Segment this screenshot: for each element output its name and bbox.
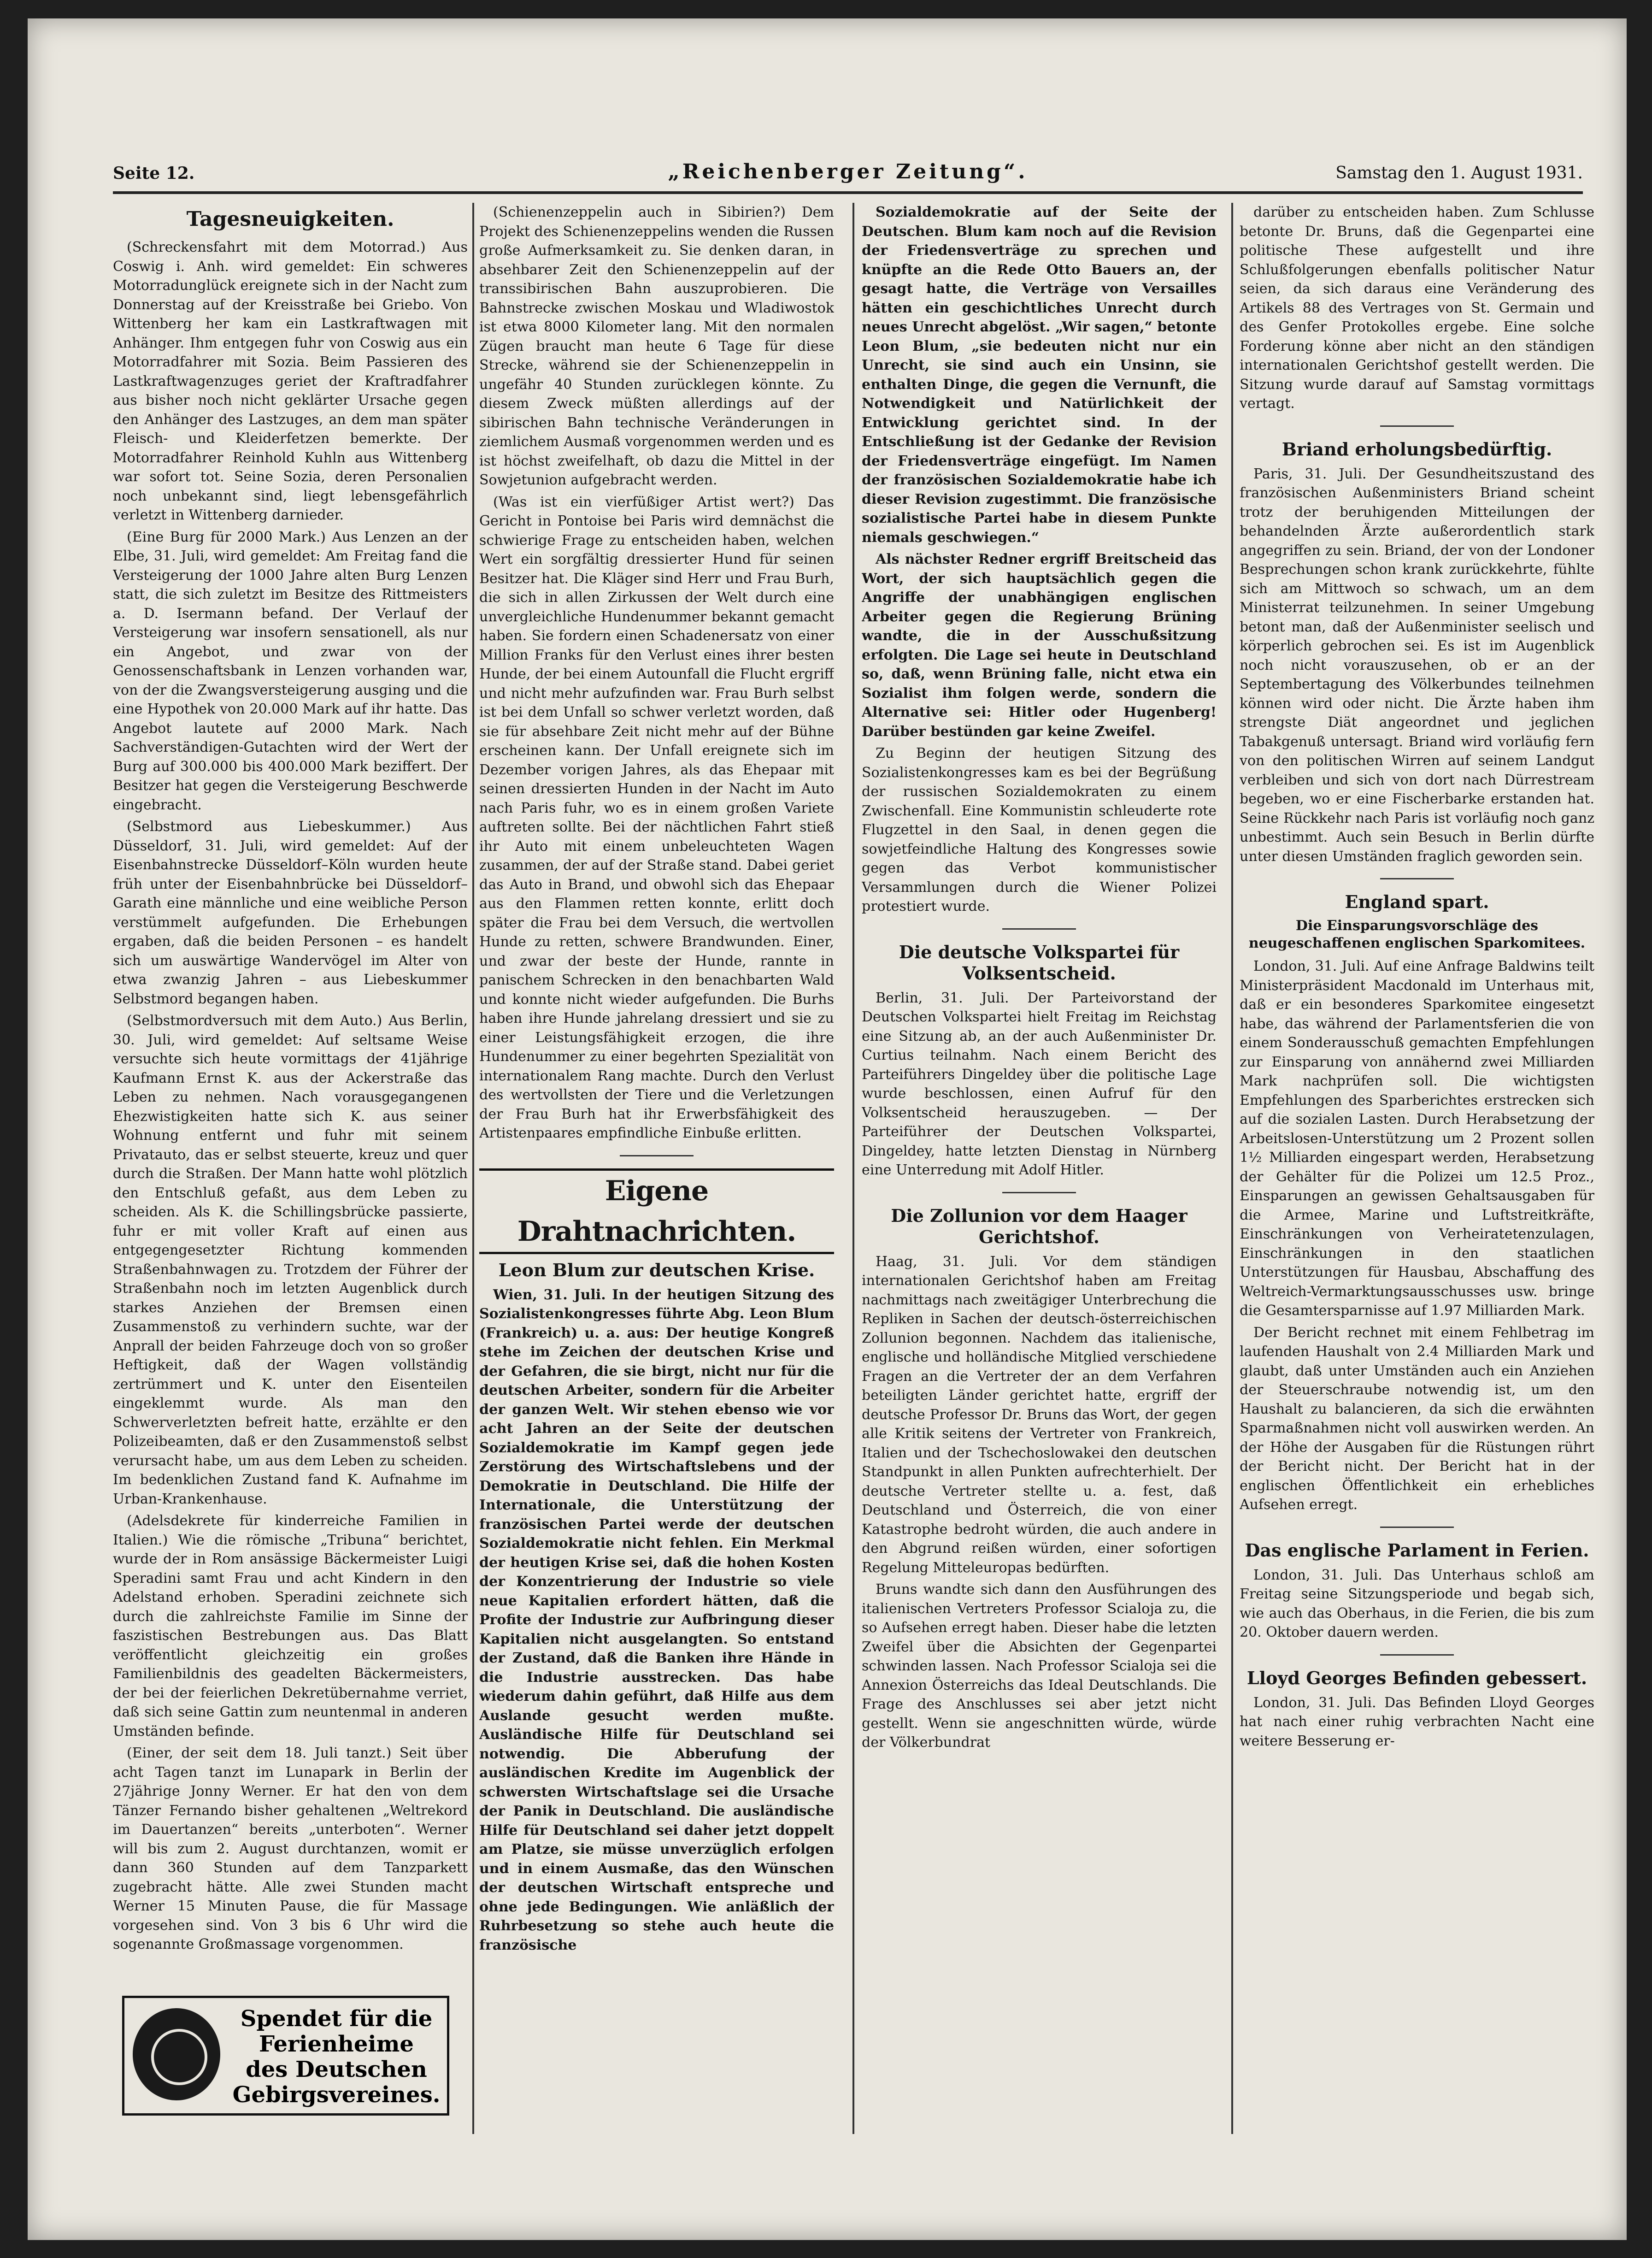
article-text: Wien, 31. Juli. In der heutigen Sitzung des Sozialistenkongresses führte Abg. Leon Blum (Frankreich) u. a. aus: Der heutige Kongreß stehe im Zeichen der deutschen Krise und der Gefahren, die sie birgt, nicht nur für die deutschen Arbeiter, sondern für die Arbeiter der ganzen Welt. Wir stehen ebenso wie vor acht Jahren an der Seite der deutschen Sozialdemokratie im Kampf gegen jede Zerstörung des Wirtschaftslebens und der Demokratie in Deutschland. Die Hilfe der Internationale, die Unterstützung der französischen Partei werde der deutschen Sozialdemokratie nicht fehlen. Ein Merkmal der heutigen Krise sei, daß die hohen Kosten der Konzentrierung der Industrie so viele neue Kapitalien erfordert hätten, daß die Profite der Industrie zur Aufbringung dieser Kapitalien nicht ausgelangten. So entstand der Zustand, daß die Banken ihre Hände in die Industrie ausstrecken. Das habe wiederum dahin geführt, daß Hilfe aus dem Auslande gesucht werden mußte. Ausländische Hilfe für Deutschland sei notwendig. Die Abberufung der ausländischen Kredite im Augenblick der schwersten Wirtschaftslage sei die Ursache der Panik in Deutschland. Die ausländische Hilfe für Deutschland sei daher jetzt doppelt am Platze, sie müsse unverzüglich erfolgen und in einem Ausmaße, das den Wünschen der deutschen Wirtschaft entspreche und ohne jede Bedingungen. Wie anläßlich der Ruhrbesetzung so stehe auch heute die französische bbox=[479, 1286, 834, 1953]
separator bbox=[1380, 425, 1454, 427]
article-text: Paris, 31. Juli. Der Gesundheitszustand des französischen Außenministers Briand scheint trotz der beruhigenden Mitteilungen der behandelnden Ärzte außerordentlich stark angegriffen zu sein. Briand, der von der Londoner Besprechungen schon krank zurückkehrte, fühlte sich am Mittwoch so schwach, um an dem Ministerrat teilzunehmen. In seiner Umgebung betont man, daß der Außenminister seelisch und körperlich gebrochen sei. Es ist im Augenblick noch nicht vorauszusehen, ob er an der Septembertagung des Völkerbundes teilnehmen können wird oder nicht. Die Ärzte haben ihm strengste Diät angeordnet und jeglichen Tabakgenuß untersagt. Briand wird vorläufig fern von den politischen Wirren auf seinem Landgut verbleiben und sich von dort nach Dürrestream begeben, wo er eine Fischerbarke erstanden hat. Seine Rückkehr nach Paris ist vorläufig noch ganz unbestimmt. Auch sein Besuch in Berlin dürfte unter diesen Umständen fraglich geworden sein. bbox=[1240, 466, 1594, 865]
article-text: London, 31. Juli. Das Unterhaus schloß am Freitag seine Sitzungsperiode und begab sich, wie auch das Oberhaus, in die Ferien, die bis zum 20. Oktober dauern werden. bbox=[1240, 1567, 1594, 1640]
advertisement bbox=[122, 1996, 449, 2116]
article-text: Bruns wandte sich dann den Ausführungen des italienischen Vertreters Professor Scialoja zu, die so Aufsehen erregt haben. Dieser habe die letzten Zweifel über die Absichten der Gegenpartei schwinden lassen. Nach Professor Scialoja sei die Annexion Österreichs das Ideal Deutschlands. Die Frage des Anschlusses sei aber jetzt nicht gestellt. Wenn sie angeschnitten würde, würde der Völkerbundrat bbox=[862, 1581, 1217, 1751]
separator bbox=[1002, 1192, 1076, 1193]
issue-date: Samstag den 1. August 1931. bbox=[1335, 164, 1583, 183]
page-number: Seite 12. bbox=[113, 164, 195, 183]
separator bbox=[1002, 928, 1076, 930]
separator bbox=[620, 1155, 694, 1156]
article-heading: Leon Blum zur deutschen Krise. bbox=[498, 1259, 815, 1280]
article-text: Als nächster Redner ergriff Breitscheid das Wort, der sich hauptsächlich gegen die Angriffe der unabhängigen englischen Arbeiter gegen die Regierung Brüning wandte, die in der Ausschußsitzung erfolgten. Die Lage sei heute in Deutschland so, daß, wenn Brüning falle, nicht etwa ein Sozialist ihm folgen werde, sondern die Alternative sei: Hitler oder Hugenberg! Darüber bestünden gar keine Zweifel. bbox=[862, 551, 1217, 740]
article-heading: Die Zollunion vor dem Haager Gerichtshof. bbox=[891, 1205, 1188, 1247]
column-4 bbox=[1240, 203, 1594, 2132]
newspaper-title: „Reichenberger Zeitung“. bbox=[668, 160, 1028, 183]
news-item: (Schienenzeppelin auch in Sibirien?) Dem Projekt des Schienenzeppelins wenden die Russen große Aufmerksamkeit zu. Sie denken daran, in absehbarer Zeit den Schienenzeppelin auf der transsibirischen Bahn auszuprobieren. Die Bahnstrecke zwischen Moskau und Wladiwostok ist etwa 8000 Kilometer lang. Mit den normalen Zügen braucht man heute 6 Tage für diese Strecke, während sie der Schienenzeppelin in ungefähr 40 Stunden zurücklegen könnte. Zu diesem Zweck müßten allerdings auf der sibirischen Bahn technische Veränderungen in ziemlichem Ausmaß vorgenommen werden und es ist höchst zweifelhaft, ob dazu die Mittel in der Sowjetunion aufgebracht werden. bbox=[479, 204, 834, 488]
article-text: darüber zu entscheiden haben. Zum Schlusse betonte Dr. Bruns, daß die Gegenpartei eine politische These aufgestellt und ihre Schlußfolgerungen ebenfalls politischer Natur seien, da sich daraus eine Veränderung des Artikels 88 des Vertrages von St. Germain und des Genfer Protokolles ergebe. Eine solche Forderung könne aber nicht an den ständigen internationalen Gerichtshof gestellt werden. Die Sitzung wurde darauf auf Samstag vormittags vertagt. bbox=[1240, 204, 1594, 412]
article-text: Der Bericht rechnet mit einem Fehlbetrag im laufenden Haushalt von 2.4 Milliarden Mark und glaubt, daß unter Umständen auch ein Anziehen der Steuerschraube notwendig ist, um den Haushalt zu balancieren, da sich die erwähnten Sparmaßnahmen nicht voll auswirken werden. An der Höhe der Ausgaben für die Rüstungen rührt der Bericht nicht. Der Bericht hat in der englischen Öffentlichkeit ein erhebliches Aufsehen erregt. bbox=[1240, 1324, 1594, 1513]
section-heading: Tagesneuigkeiten. bbox=[186, 207, 394, 231]
ad-text: Spendet für die Ferienheime des Deutschen Gebirgsvereines. bbox=[232, 2006, 441, 2108]
news-item: (Selbstmordversuch mit dem Auto.) Aus Berlin, 30. Juli, wird gemeldet: Auf seltsame Weise versuchte sich heute vormittags der 41jährige Kaufmann Ernst K. aus der Ackerstraße das Leben zu nehmen. Nach vorausgegangenen Ehezwistigkeiten hatte sich K. aus seiner Wohnung entfernt und fuhr mit seinem Privatauto, das er selbst steuerte, kreuz und quer durch die Straßen. Der Mann hatte wohl plötzlich den Entschluß gefaßt, aus dem Leben zu scheiden. Als K. die Schillingsbrücke passierte, fuhr er mit voller Kraft auf einen aus entgegengesetzter Richtung kommenden Straßenbahnwagen zu. Trotzdem der Führer der Straßenbahn noch im letzten Augenblick durch starkes Anziehen der Bremsen einen Zusammenstoß zu verhindern suchte, war der Anprall der beiden Fahrzeuge doch von so großer Heftigkeit, daß der Wagen vollständig zertrümmert und K. unter den Eisenteilen eingeklemmt wurde. Als man den Schwerverletzten befreit hatte, erzählte er den Polizeibeamten, daß er den Zusammenstoß selbst verursacht habe, um aus dem Leben zu scheiden. Im bedenklichen Zustand fand K. Aufnahme im Urban-Krankenhause. bbox=[113, 1013, 468, 1507]
separator bbox=[1380, 1527, 1454, 1528]
news-item: (Was ist ein vierfüßiger Artist wert?) Das Gericht in Pontoise bei Paris wird demnächst die schwierige Frage zu entscheiden haben, welchen Wert ein sorgfältig dressierter Hund für seinen Besitzer hat. Die Kläger sind Herr und Frau Burh, die sich in allen Zirkussen der Welt durch eine unvergleichliche Hundenummer bekannt gemacht haben. Sie fordern einen Schadenersatz von einer Million Franks für den Verlust eines ihrer besten Hunde, der bei einem Autounfall die Flucht ergriff und nicht mehr aufzufinden war. Frau Burh selbst ist bei dem Unfall so schwer verletzt worden, daß sie für absehbare Zeit nicht mehr auf der Bühne erscheinen kann. Der Unfall ereignete sich im Dezember vorigen Jahres, als das Ehepaar mit seinen dressierten Hunden in der Nacht im Auto nach Paris fuhr, wo es in einem großen Variete auftreten sollte. Bei der nächtlichen Fahrt stieß ihr Auto mit einem unbeleuchteten Wagen zusammen, der auf der Straße stand. Dabei geriet das Auto in Brand, und obwohl sich das Ehepaar aus den Flammen retten konnte, erlitt doch später die Frau bei dem Versuch, die wertvollen Hunde zu retten, schwere Brandwunden. Einer, und zwar der beste der Hunde, rannte in panischem Schrecken in den benachbarten Wald und konnte nicht wieder aufgefunden. Die Burhs haben ihre Hunde jahrelang dressiert und sie zu einer Leistungsfähigkeit erzogen, die ihre Hundenummer zu einer begehrten Spezialität von internationalem Rang machte. Durch den Verlust des wertvollsten der Tiere und die Verletzungen der Frau Burh hat ihr Erwerbsfähigkeit des Artistenpaares empfindliche Einbuße erlitten. bbox=[479, 494, 834, 1141]
article-heading: Lloyd Georges Befinden gebessert. bbox=[1246, 1667, 1587, 1688]
article-text: Sozialdemokratie auf der Seite der Deutschen. Blum kam noch auf die Revision der Friedensverträge zu sprechen und knüpfte an die Rede Otto Bauers an, der gesagt hatte, die Verträge von Versailles hätten ein geschichtliches Unrecht durch neues Unrecht abgelöst. „Wir sagen,“ betonte Leon Blum, „sie bedeuten nicht nur ein Unrecht, sie sind auch ein Unsinn, sie enthalten Dinge, die gegen die Vernunft, die Notwendigkeit und Natürlichkeit der Entwicklung gerichtet sind. In der Entschließung ist der Gedanke der Revision der Friedensverträge eingefügt. Im Namen der französischen Sozialdemokratie habe ich dieser Revision zugestimmt. Die französische sozialistische Partei habe in diesem Punkte niemals geschwiegen.“ bbox=[862, 204, 1217, 546]
page-header bbox=[113, 159, 1583, 194]
article-text: London, 31. Juli. Das Befinden Lloyd Georges hat nach einer ruhig verbrachten Nacht eine weitere Besserung er- bbox=[1240, 1694, 1594, 1749]
article-heading: Briand erholungsbedürftig. bbox=[1282, 438, 1552, 460]
section-banner: Eigene Drahtnachrichten. bbox=[479, 1168, 834, 1254]
article-text: Berlin, 31. Juli. Der Parteivorstand der Deutschen Volkspartei hielt Freitag im Reichstag eine Sitzung ab, an der auch Außenminister Dr. Curtius teilnahm. Nach einem Bericht des Parteiführers Dingeldey über die politische Lage wurde beschlossen, einen Aufruf für den Volksentscheid herauszugeben. — Der Parteiführer der Deutschen Volkspartei, Dingeldey, hatte letzten Dienstag in Nürnberg eine Unterredung mit Adolf Hitler. bbox=[862, 990, 1217, 1178]
separator bbox=[1380, 878, 1454, 879]
article-text: Zu Beginn der heutigen Sitzung des Sozialistenkongresses kam es bei der Begrüßung der russischen Sozialdemokraten zu einem Zwischenfall. Eine Kommunistin schleuderte rote Flugzettel in den Saal, in denen gegen die sowjetfeindliche Haltung des Kongresses sowie gegen das Verbot kommunistischer Versammlungen durch die Wiener Polizei protestiert wurde. bbox=[862, 745, 1217, 914]
column-rule bbox=[852, 203, 854, 2134]
column-rule bbox=[1231, 203, 1233, 2134]
news-item: (Adelsdekrete für kinderreiche Familien in Italien.) Wie die römische „Tribuna“ berichtet, wurde der in Rom ansässige Bäckermeister Luigi Speradini samt Frau und acht Kindern in den Adelstand erhoben. Speradini zeichnete sich durch die zahlreichste Familie im Sinne der faszistischen Bestrebungen aus. Das Blatt veröffentlicht gleichzeitig ein großes Familienbildnis des geadelten Bäckermeisters, der bei der feierlichen Dekretübernahme verriet, daß sich seine Gattin zum neuntenmal in anderen Umständen befinde. bbox=[113, 1513, 468, 1739]
article-subheading: Die Einsparungsvorschläge des neugeschaffenen englischen Sparkomitees. bbox=[1248, 918, 1586, 951]
column-rule bbox=[472, 203, 474, 2134]
news-item: (Einer, der seit dem 18. Juli tanzt.) Seit über acht Tagen tanzt im Lunapark in Berlin der 27jährige Jonny Werner. Er hat den von dem Tänzer Fernando bisher gehaltenen „Weltrekord im Dauertanzen“ bereits „unterboten“. Werner will bis zum 2. August durchtanzen, womit er dann 360 Stunden auf dem Tanzparkett zugebracht hätte. Alle zwei Stunden macht Werner 15 Minuten Pause, die für Massage vorgesehen sind. Von 3 bis 6 Uhr wird die sogenannte Großmassage vorgenommen. bbox=[113, 1745, 468, 1952]
column-3 bbox=[862, 203, 1217, 2132]
news-item: (Schreckensfahrt mit dem Motorrad.) Aus Coswig i. Anh. wird gemeldet: Ein schweres Motorradunglück ereignete sich in der Nacht zum Donnerstag auf der Kreisstraße bei Griebo. Von Wittenberg her kam ein Lastkraftwagen mit Anhänger. Ihm entgegen fuhr von Coswig aus ein Motorradfahrer mit Sozia. Beim Passieren des Lastkraftwagenzuges geriet der Kraftradfahrer aus bisher noch nicht geklärter Ursache gegen den Anhänger des Lastzuges, an dem man später Fleisch- und Kleiderfetzen bemerkte. Der Motorradfahrer Reinhold Kuhln aus Wittenberg war sofort tot. Seine Sozia, deren Personalien noch unbekannt sind, liegt lebensgefährlich verletzt in Wittenberg darnieder. bbox=[113, 239, 468, 523]
article-text: Haag, 31. Juli. Vor dem ständigen internationalen Gerichtshof haben am Freitag nachmittags nach zweitägiger Unterbrechung die Repliken in Sachen der deutsch-österreichischen Zollunion begonnen. Nachdem das italienische, englische und holländische Mitglied verschiedene Fragen an die Vertreter der an dem Verfahren beteiligten Länder gerichtet hatte, ergriff der deutsche Professor Dr. Bruns das Wort, der gegen alle Kritik seitens der Vertreter von Frankreich, Italien und der Tschechoslowakei den deutschen Standpunkt in allen Punkten aufrechterhielt. Der deutsche Vertreter stellte u. a. fest, daß Deutschland und Österreich, die von einer Katastrophe bedroht würden, die auch andere in den Abgrund reißen würden, einer sofortigen Regelung Mitteleuropas bedürften. bbox=[862, 1253, 1217, 1576]
news-item: (Eine Burg für 2000 Mark.) Aus Lenzen an der Elbe, 31. Juli, wird gemeldet: Am Freitag fand die Versteigerung der 1000 Jahre alten Burg Lenzen statt, die sich zuletzt im Besitze des Rittmeisters a. D. Isermann befand. Der Verlauf der Versteigerung war insofern sensationell, als nur ein Angebot, und zwar von der Genossenschaftsbank in Lenzen vorhanden war, von der die Zwangsversteigerung ausging und die eine Hypothek von 20.000 Mark auf ihr hatte. Das Angebot lautete auf 2000 Mark. Nach Sachverständigen-Gutachten wird der Wert der Burg auf 300.000 bis 400.000 Mark beziffert. Der Besitzer hat gegen die Versteigerung Beschwerde eingebracht. bbox=[113, 529, 468, 813]
separator bbox=[1380, 1654, 1454, 1656]
column-1 bbox=[113, 203, 468, 2132]
column-2 bbox=[479, 203, 834, 2132]
article-text: London, 31. Juli. Auf eine Anfrage Baldwins teilt Ministerpräsident Macdonald im Unterhaus mit, daß er ein besonderes Sparkomitee eingesetzt habe, das während der Parlamentsferien die von einem Sonderausschuß gemachten Empfehlungen zur Einsparung von annähernd zwei Milliarden Mark nachprüfen soll. Die wichtigsten Empfehlungen des Sparberichtes erstrecken sich auf die sozialen Lasten. Durch Herabsetzung der Arbeitslosen-Unterstützung um 2 Prozent sollen 1½ Milliarden eingespart werden, Herabsetzung der Gehälter für die Polizei um 12.5 Proz., Einsparungen an gewissen Gehaltsausgaben für die Armee, Marine und Luftstreitkräfte, Einschränkungen von Verheiratetenzulagen, Einschränkungen in den staatlichen Unterstützungen für Hausbau, Abschaffung des Weltreich-Vermarktungsausschusses usw. bringe die Gesamtersparnisse auf 1.97 Milliarden Mark. bbox=[1240, 958, 1594, 1319]
article-heading: England spart. bbox=[1345, 891, 1489, 912]
club-emblem-icon bbox=[133, 2008, 220, 2100]
news-item: (Selbstmord aus Liebeskummer.) Aus Düsseldorf, 31. Juli, wird gemeldet: Auf der Eisenbahnstrecke Düsseldorf–Köln wurden heute früh unter der Eisenbahnbrücke bei Düsseldorf–Garath eine männliche und eine weibliche Person verstümmelt aufgefunden. Die Erhebungen ergaben, daß die beiden Personen – es handelt sich um auswärtige Wandervögel im Alter von etwa zwanzig Jahren – aus Liebeskummer Selbstmord begangen haben. bbox=[113, 819, 468, 1007]
article-heading: Das englische Parlament in Ferien. bbox=[1245, 1539, 1589, 1561]
article-heading: Die deutsche Volkspartei für Volksentscheid. bbox=[899, 941, 1180, 984]
